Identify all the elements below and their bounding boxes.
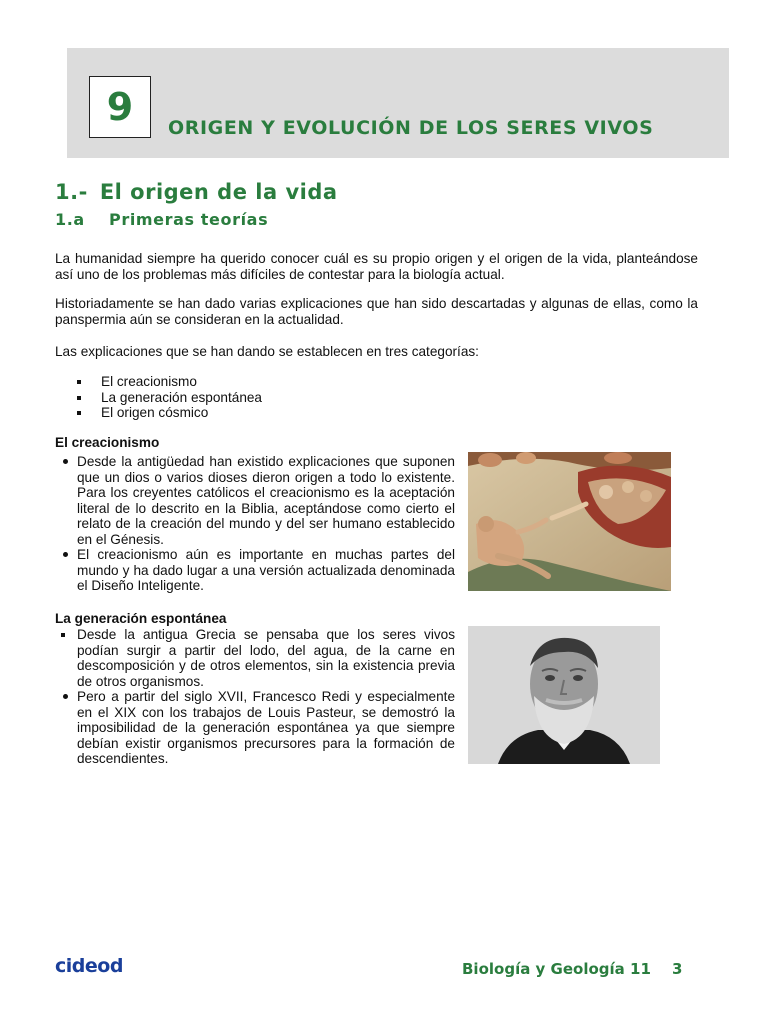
section-heading: [55, 180, 338, 204]
chapter-number-box: [89, 76, 151, 138]
creacionismo-list: [60, 454, 455, 594]
chapter-number: 9: [106, 85, 134, 129]
list-item: Desde la antigua Grecia se pensaba que los seres vivos podían surgir a partir del lodo, del agua, de la carne en descomposición y de otros elementos, sin la existencia previa de otros organismos.: [60, 627, 455, 689]
list-item: El creacionismo: [75, 374, 262, 390]
intro-paragraph-3: Las explicaciones que se han dando se establecen en tres categorías:: [55, 344, 479, 359]
intro-paragraph-2: Historiadamente se han dado varias explicaciones que han sido descartadas y algunas de ellas, como la panspermia aún se consideran en la actualidad.: [55, 296, 698, 327]
list-item: El creacionismo aún es importante en muchas partes del mundo y ha dado lugar a una versión actualizada denominada el Diseño Inteligente.: [60, 547, 455, 594]
creation-of-adam-image: [468, 452, 671, 591]
list-item: El origen cósmico: [75, 405, 262, 421]
creation-of-adam-painting: [468, 452, 671, 591]
creacionismo-heading: El creacionismo: [55, 435, 160, 450]
categories-list: [75, 374, 262, 421]
list-item: Desde la antigüedad han existido explicaciones que suponen que un dios o varios dioses dieron origen a todo lo existente. Para los creyentes católicos el creacionismo es la aceptación literal de lo descrito en la Biblia, aceptándose como cierto el relato de la creación del mundo y del ser humano establecido en el Génesis.: [60, 454, 455, 547]
section-title: El origen de la vida: [99, 180, 338, 204]
subsection-number: 1.a: [55, 210, 85, 229]
generacion-list: [60, 627, 455, 767]
subsection-title: Primeras teorías: [109, 210, 269, 229]
subsection-heading: [55, 210, 268, 229]
cideod-logo: cideod: [55, 955, 123, 977]
pasteur-photo: [468, 626, 660, 764]
list-item: La generación espontánea: [75, 390, 262, 406]
chapter-header-band: [67, 48, 729, 158]
section-number: 1.-: [55, 180, 88, 204]
generacion-heading: La generación espontánea: [55, 611, 227, 626]
page-number: 3: [672, 960, 683, 978]
chapter-title: ORIGEN Y EVOLUCIÓN DE LOS SERES VIVOS: [168, 117, 654, 139]
list-item: Pero a partir del siglo XVII, Francesco Redi y especialmente en el XIX con los trabajos de Louis Pasteur, se demostró la imposibilidad de la generación espontánea ya que siempre debían existir organismos precursores para la formación de descendientes.: [60, 689, 455, 767]
footer-subject: Biología y Geología 11: [462, 960, 651, 978]
intro-paragraph-1: La humanidad siempre ha querido conocer cuál es su propio origen y el origen de la vida, planteándose así uno de los problemas más difíciles de contestar para la biología actual.: [55, 251, 698, 282]
louis-pasteur-portrait: [468, 626, 660, 764]
